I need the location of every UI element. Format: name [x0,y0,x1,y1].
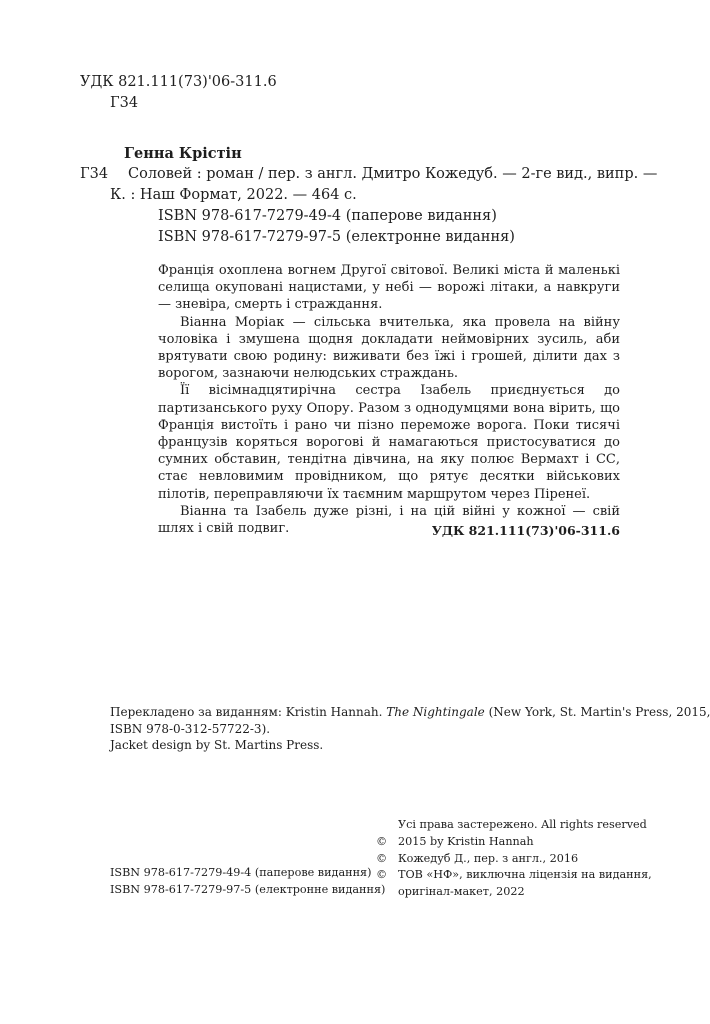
isbn-bottom-electronic: ISBN 978-617-7279-97-5 (електронне видання) [110,882,386,896]
rights-line-3: ТОВ «НФ», виключна ліцензія на видання, [398,868,652,882]
rights-line-1: 2015 by Kristin Hannah [398,834,534,848]
isbn-paper: ISBN 978-617-7279-49-4 (паперове видання) [158,208,497,224]
bibliographic-line-2: К. : Наш Формат, 2022. — 464 с. [110,187,357,203]
isbn-bottom-block [110,865,385,899]
isbn-bottom-paper: ISBN 978-617-7279-49-4 (паперове видання) [110,866,372,879]
annotation-paragraph: Франція охоплена вогнем Другої світової. Великі міста й маленькі селища окуповані нацистами, у небі — ворожі літаки, а навкруги — зневіра, смерть і страждання. [158,263,620,313]
copyright-symbol: © [376,851,388,865]
source-edition [110,704,710,754]
author-mark-entry: Г34 [80,166,109,182]
copyright-symbol: © [376,834,388,848]
source-suffix: (New York, St. Martin's Press, 2015, [484,705,710,719]
source-line-3: Jacket design by St. Martins Press. [110,738,324,752]
rights-block [376,817,652,901]
rights-line-2: Кожедуб Д., пер. з англ., 2016 [398,851,579,865]
copyright-symbol: © [376,868,388,882]
udk-footer: УДК 821.111(73)'06-311.6 [431,523,620,538]
rights-header: Усі права застережено. All rights reserved [398,818,647,831]
source-prefix: Перекладено за виданням: Kristin Hannah. [110,705,387,719]
annotation-paragraph: Її вісімнадцятирічна сестра Ізабель приєднується до партизанського руху Опору. Разом з однодумцями вона вірить, що Франція вистоїть і рано чи пізно переможе ворога. Поки тисячі французів коряться ворогові й намагаються пристосуватися до сумних обставин, тендітна дівчина, на яку полює Вермахт і СС, стає невловимим провідником, що рятує десятки військових пілотів, переправляючи їх таємним маршрутом через Піренеї. [158,383,620,502]
source-line-2: ISBN 978-0-312-57722-3). [110,721,271,736]
rights-line-4: оригінал-макет, 2022 [398,885,525,899]
annotation [158,262,620,537]
annotation-paragraph: Віанна Моріак — сільська вчителька, яка провела на війну чоловіка і змушена щодня докладати неймовірних зусиль, аби врятувати свою родину: виживати без їжі і грошей, ділити дах з ворогом, зазнаючи нелюдських страждань. [158,314,620,382]
author-mark-top: Г34 [110,95,139,111]
original-title: The Nightingale [386,705,485,719]
udk-header: УДК 821.111(73)'06-311.6 [80,74,277,90]
annotation-paragraph: Віанна та Ізабель дуже різні, і на цій війні у кожної — свій шлях і свій подвиг. [158,503,620,537]
isbn-electronic: ISBN 978-617-7279-97-5 (електронне видання) [158,229,515,245]
bibliographic-line-1: Соловей : роман / пер. з англ. Дмитро Кожедуб. — 2-ге вид., випр. — [128,166,658,182]
author-name: Генна Крістін [124,145,242,162]
